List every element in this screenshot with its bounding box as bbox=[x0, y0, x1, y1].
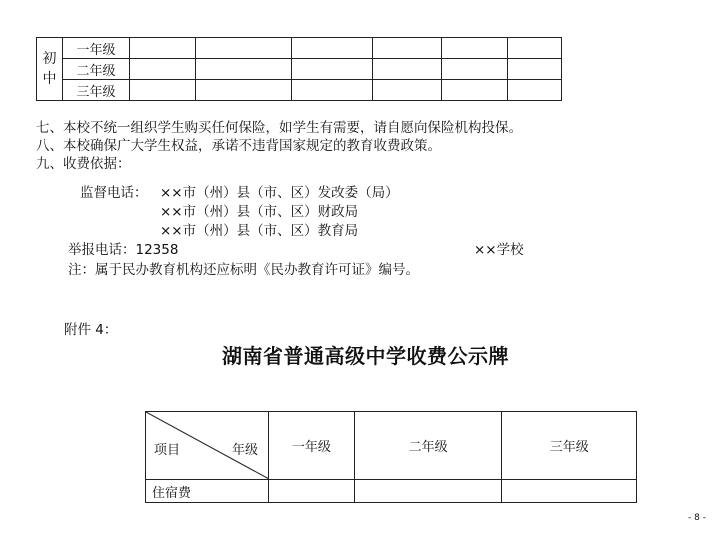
note-item-8: 八、本校确保广大学生权益，承诺不违背国家规定的教育收费政策。 bbox=[36, 138, 441, 154]
grade-header: 三年级 bbox=[502, 412, 637, 480]
license-note: 注：属于民办教育机构还应标明《民办教育许可证》编号。 bbox=[68, 262, 419, 278]
supervision-label: 监督电话： bbox=[80, 185, 148, 201]
section-char-2: 中 bbox=[42, 71, 57, 87]
corner-header-cell bbox=[146, 412, 269, 480]
grade-header: 一年级 bbox=[268, 412, 354, 480]
grade-cell: 一年级 bbox=[63, 38, 130, 59]
table-cell bbox=[508, 38, 562, 59]
page-number: - 8 - bbox=[688, 513, 706, 523]
table-cell bbox=[442, 38, 508, 59]
table-cell bbox=[130, 59, 196, 80]
report-phone: 举报电话：12358 bbox=[68, 242, 179, 258]
table-cell bbox=[508, 59, 562, 80]
table-cell bbox=[373, 59, 442, 80]
supervision-line-3: ××市（州）县（市、区）教育局 bbox=[160, 223, 359, 239]
table-cell bbox=[196, 38, 292, 59]
table-cell bbox=[130, 80, 196, 101]
section-cell-junior-high bbox=[37, 38, 63, 101]
table-cell bbox=[373, 38, 442, 59]
junior-high-fee-table bbox=[36, 37, 562, 101]
section-char-1: 初 bbox=[42, 51, 57, 67]
table-cell bbox=[292, 80, 373, 101]
table-cell bbox=[196, 80, 292, 101]
table-cell bbox=[354, 480, 501, 503]
table-cell bbox=[196, 59, 292, 80]
high-school-fee-table bbox=[145, 411, 637, 503]
table-cell bbox=[373, 80, 442, 101]
grade-cell: 二年级 bbox=[63, 59, 130, 80]
row-label-accommodation: 住宿费 bbox=[146, 480, 269, 503]
corner-grade-label: 年级 bbox=[232, 443, 259, 458]
table-cell bbox=[292, 38, 373, 59]
table-cell bbox=[442, 59, 508, 80]
note-item-9: 九、收费依据： bbox=[36, 156, 131, 172]
supervision-line-1: ××市（州）县（市、区）发改委（局） bbox=[160, 185, 399, 201]
school-name: ××学校 bbox=[474, 242, 524, 258]
table-cell bbox=[130, 38, 196, 59]
corner-item-label: 项目 bbox=[154, 443, 181, 458]
note-item-7: 七、本校不统一组织学生购买任何保险，如学生有需要，请自愿向保险机构投保。 bbox=[36, 120, 522, 136]
table-cell bbox=[292, 59, 373, 80]
grade-cell: 三年级 bbox=[63, 80, 130, 101]
supervision-line-2: ××市（州）县（市、区）财政局 bbox=[160, 204, 359, 220]
attachment-label: 附件 4： bbox=[64, 322, 118, 338]
page-title: 湖南省普通高级中学收费公示牌 bbox=[222, 344, 509, 368]
table-cell bbox=[508, 80, 562, 101]
table-cell bbox=[268, 480, 354, 503]
table-cell bbox=[502, 480, 637, 503]
table-cell bbox=[442, 80, 508, 101]
grade-header: 二年级 bbox=[354, 412, 501, 480]
